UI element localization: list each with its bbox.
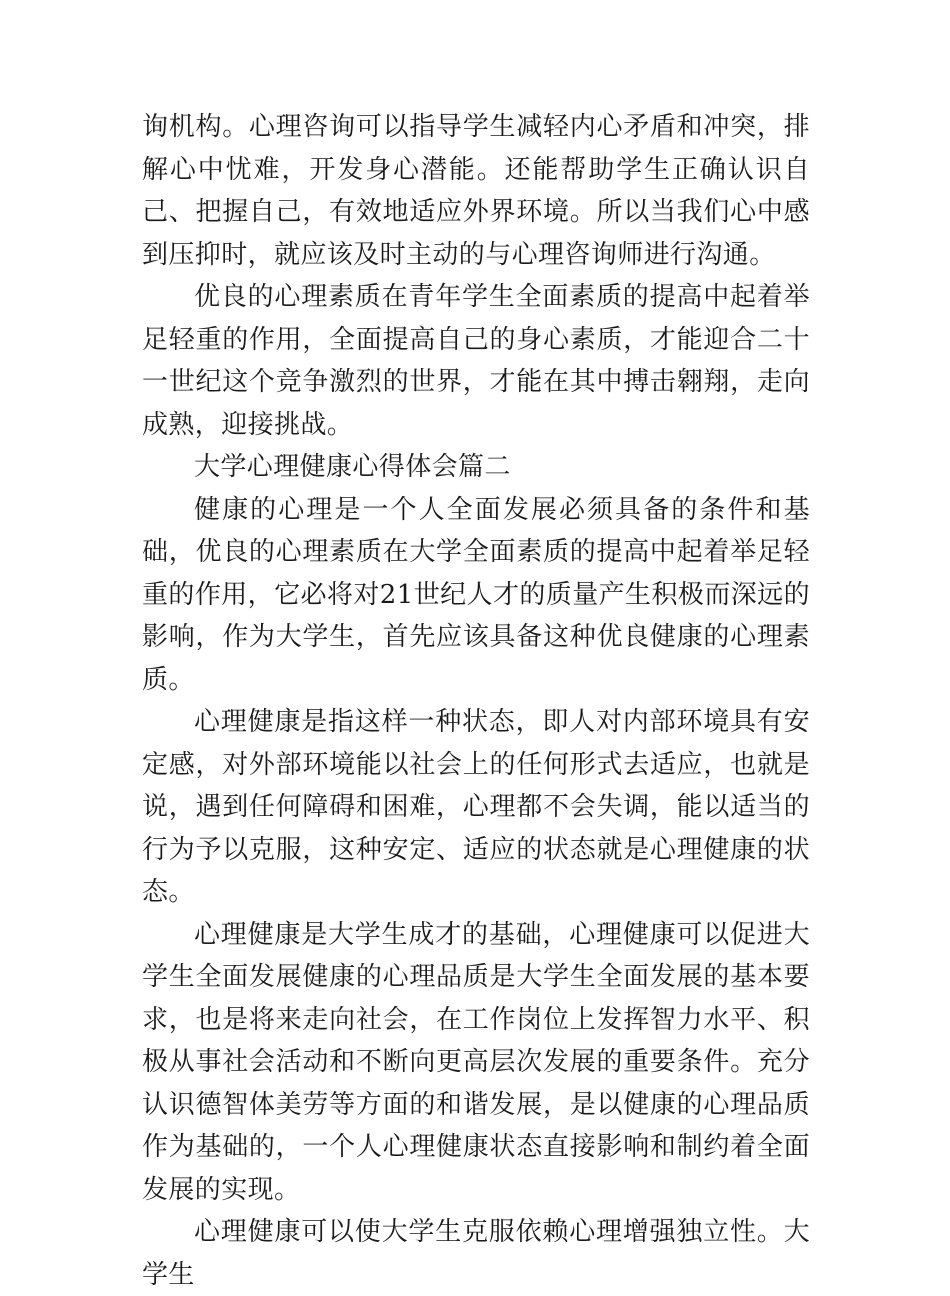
paragraph-healthy-mind: 健康的心理是一个人全面发展必须具备的条件和基础，优良的心理素质在大学全面素质的提高中起着举足轻重的作用，它必将对21世纪人才的质量产生积极而深远的影响，作为大学生，首先应该具备这种优良健康的心理素质。: [142, 494, 810, 695]
paragraph-psychological-quality: 优良的心理素质在青年学生全面素质的提高中起着举足轻重的作用，全面提高自己的身心素质，才能迎合二十一世纪这个竞争激烈的世界，才能在其中搏击翱翔，走向成熟，迎接挑战。: [142, 282, 810, 440]
paragraph-foundation: 心理健康是大学生成才的基础，心理健康可以促进大学生全面发展健康的心理品质是大学生全面发展的基本要求，也是将来走向社会，在工作岗位上发挥智力水平、积极从事社会活动和不断向更高层次发展的重要条件。充分认识德智体美劳等方面的和谐发展，是以健康的心理品质作为基础的，一个人心理健康状态直接影响和制约着全面发展的实现。: [142, 919, 810, 1205]
paragraph-definition: 心理健康是指这样一种状态，即人对内部环境具有安定感，对外部环境能以社会上的任何形式去适应，也就是说，遇到任何障碍和困难，心理都不会失调，能以适当的行为予以克服，这种安定、适应的状态就是心理健康的状态。: [142, 707, 810, 907]
section-heading: 大学心理健康心得体会篇二: [194, 452, 511, 482]
document-body: [142, 106, 810, 1296]
paragraph-independence: 心理健康可以使大学生克服依赖心理增强独立性。大学生: [142, 1217, 810, 1290]
paragraph-continuation: 询机构。心理咨询可以指导学生减轻内心矛盾和冲突，排解心中忧难，开发身心潜能。还能帮助学生正确认识自己、把握自己，有效地适应外界环境。所以当我们心中感到压抑时，就应该及时主动的与心理咨询师进行沟通。: [142, 112, 810, 270]
